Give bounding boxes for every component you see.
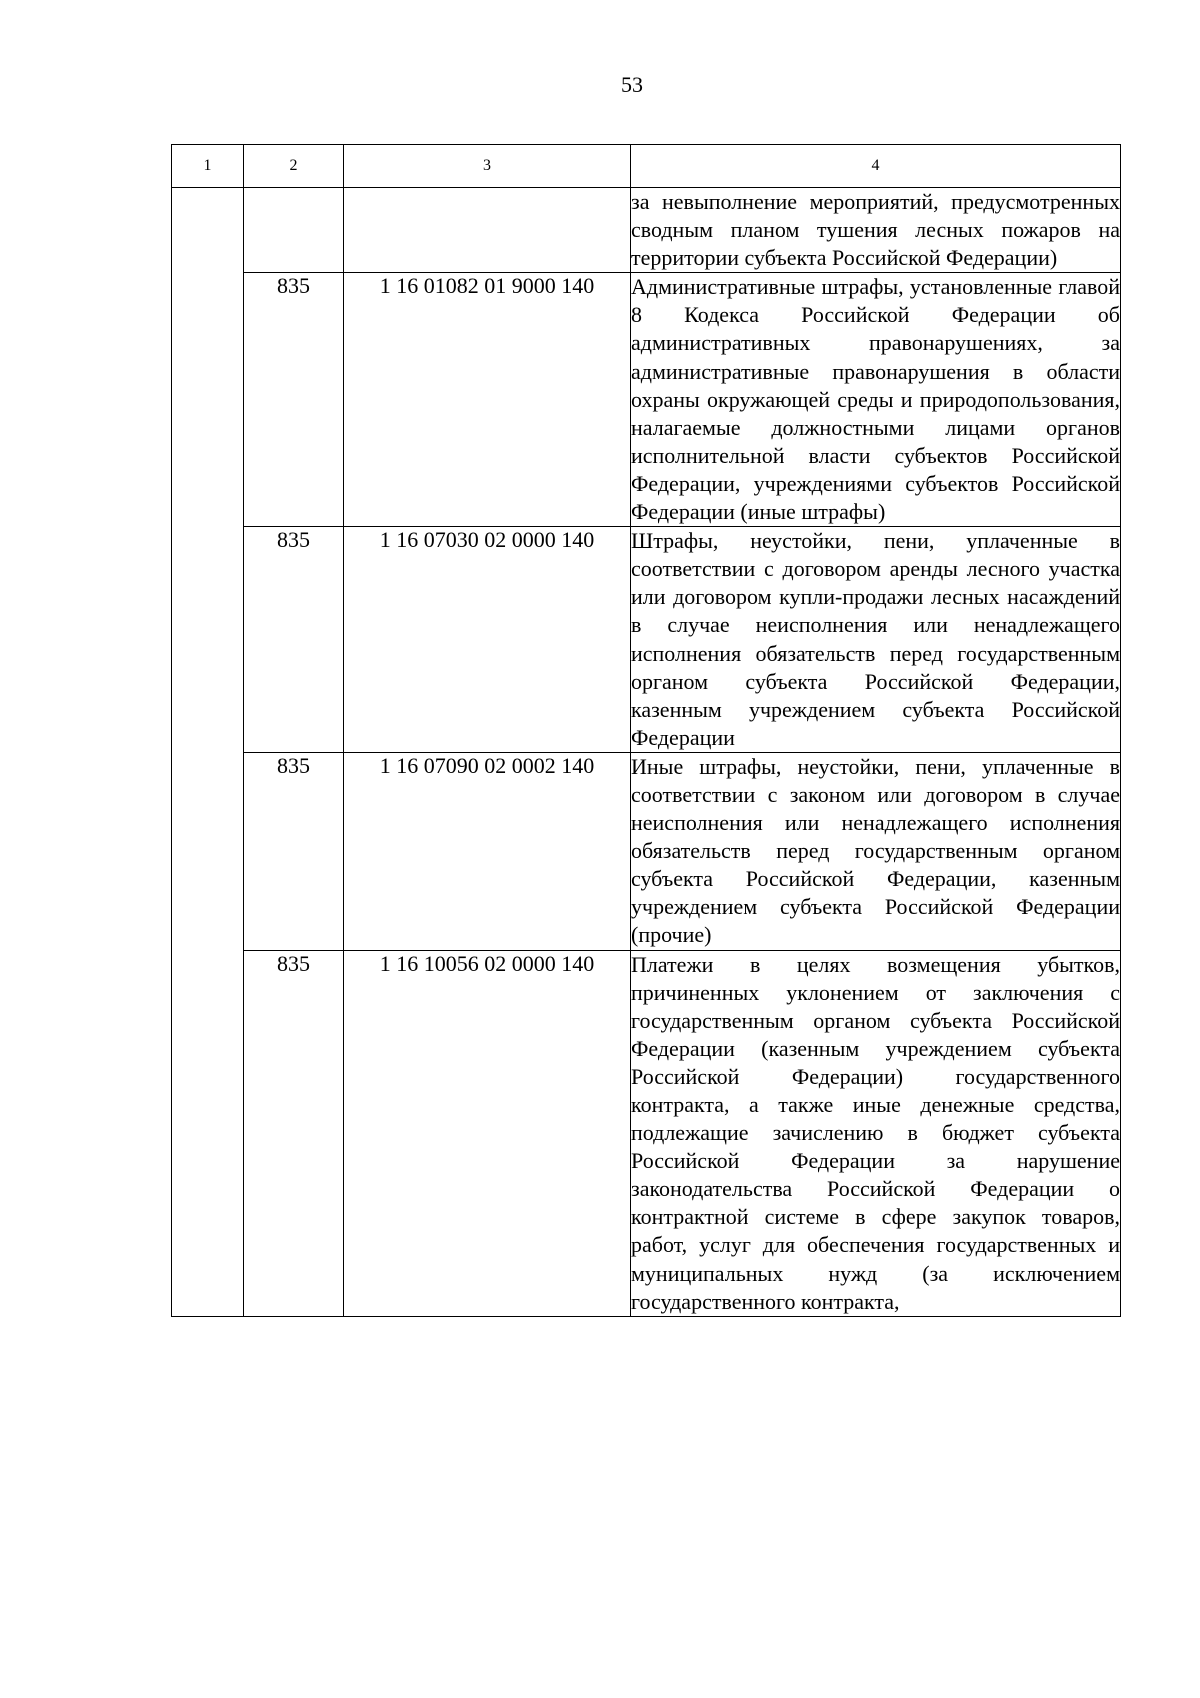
admin-code-cell: 835 (244, 527, 344, 753)
header-col-2: 2 (244, 145, 344, 188)
budget-code-cell: 1 16 07090 02 0002 140 (344, 752, 631, 950)
header-col-1: 1 (172, 145, 244, 188)
table-header-row (172, 145, 1121, 188)
table-row-continuation (172, 188, 1121, 273)
admin-code-cell (244, 188, 344, 273)
table-row (172, 950, 1121, 1316)
admin-code-cell: 835 (244, 950, 344, 1316)
budget-code-cell: 1 16 07030 02 0000 140 (344, 527, 631, 753)
description-cell: за невыполнение мероприятий, предусмотренных сводным планом тушения лесных пожаров на территории субъекта Российской Федерации) (631, 188, 1121, 273)
table-row (172, 752, 1121, 950)
header-col-4: 4 (631, 145, 1121, 188)
admin-code-cell: 835 (244, 273, 344, 527)
admin-code-cell: 835 (244, 752, 344, 950)
header-col-3: 3 (344, 145, 631, 188)
budget-code-cell (344, 188, 631, 273)
budget-code-cell: 1 16 10056 02 0000 140 (344, 950, 631, 1316)
budget-code-cell: 1 16 01082 01 9000 140 (344, 273, 631, 527)
merged-column-1-cell (172, 188, 244, 1317)
description-cell: Административные штрафы, установленные главой 8 Кодекса Российской Федерации об административных правонарушениях, за административные правонарушения в области охраны окружающей среды и природопользования, налагаемые должностными лицами органов исполнительной власти субъектов Российской Федерации, учреждениями субъектов Российской Федерации (иные штрафы) (631, 273, 1121, 527)
page-number: 53 (621, 72, 643, 97)
budget-codes-table (171, 144, 1121, 1317)
table-row (172, 273, 1121, 527)
description-cell: Иные штрафы, неустойки, пени, уплаченные в соответствии с законом или договором в случае неисполнения или ненадлежащего исполнения обязательств перед государственным органом субъекта Российской Федерации, казенным учреждением субъекта Российской Федерации (прочие) (631, 752, 1121, 950)
description-cell: Штрафы, неустойки, пени, уплаченные в соответствии с договором аренды лесного участка или договором купли-продажи лесных насаждений в случае неисполнения или ненадлежащего исполнения обязательств перед государственным органом субъекта Российской Федерации, казенным учреждением субъекта Российской Федерации (631, 527, 1121, 753)
description-cell: Платежи в целях возмещения убытков, причиненных уклонением от заключения с государственным органом субъекта Российской Федерации (казенным учреждением субъекта Российской Федерации) государственного контракта, а также иные денежные средства, подлежащие зачислению в бюджет субъекта Российской Федерации за нарушение законодательства Российской Федерации о контрактной системе в сфере закупок товаров, работ, услуг для обеспечения государственных и муниципальных нужд (за исключением государственного контракта, (631, 950, 1121, 1316)
table-row (172, 527, 1121, 753)
